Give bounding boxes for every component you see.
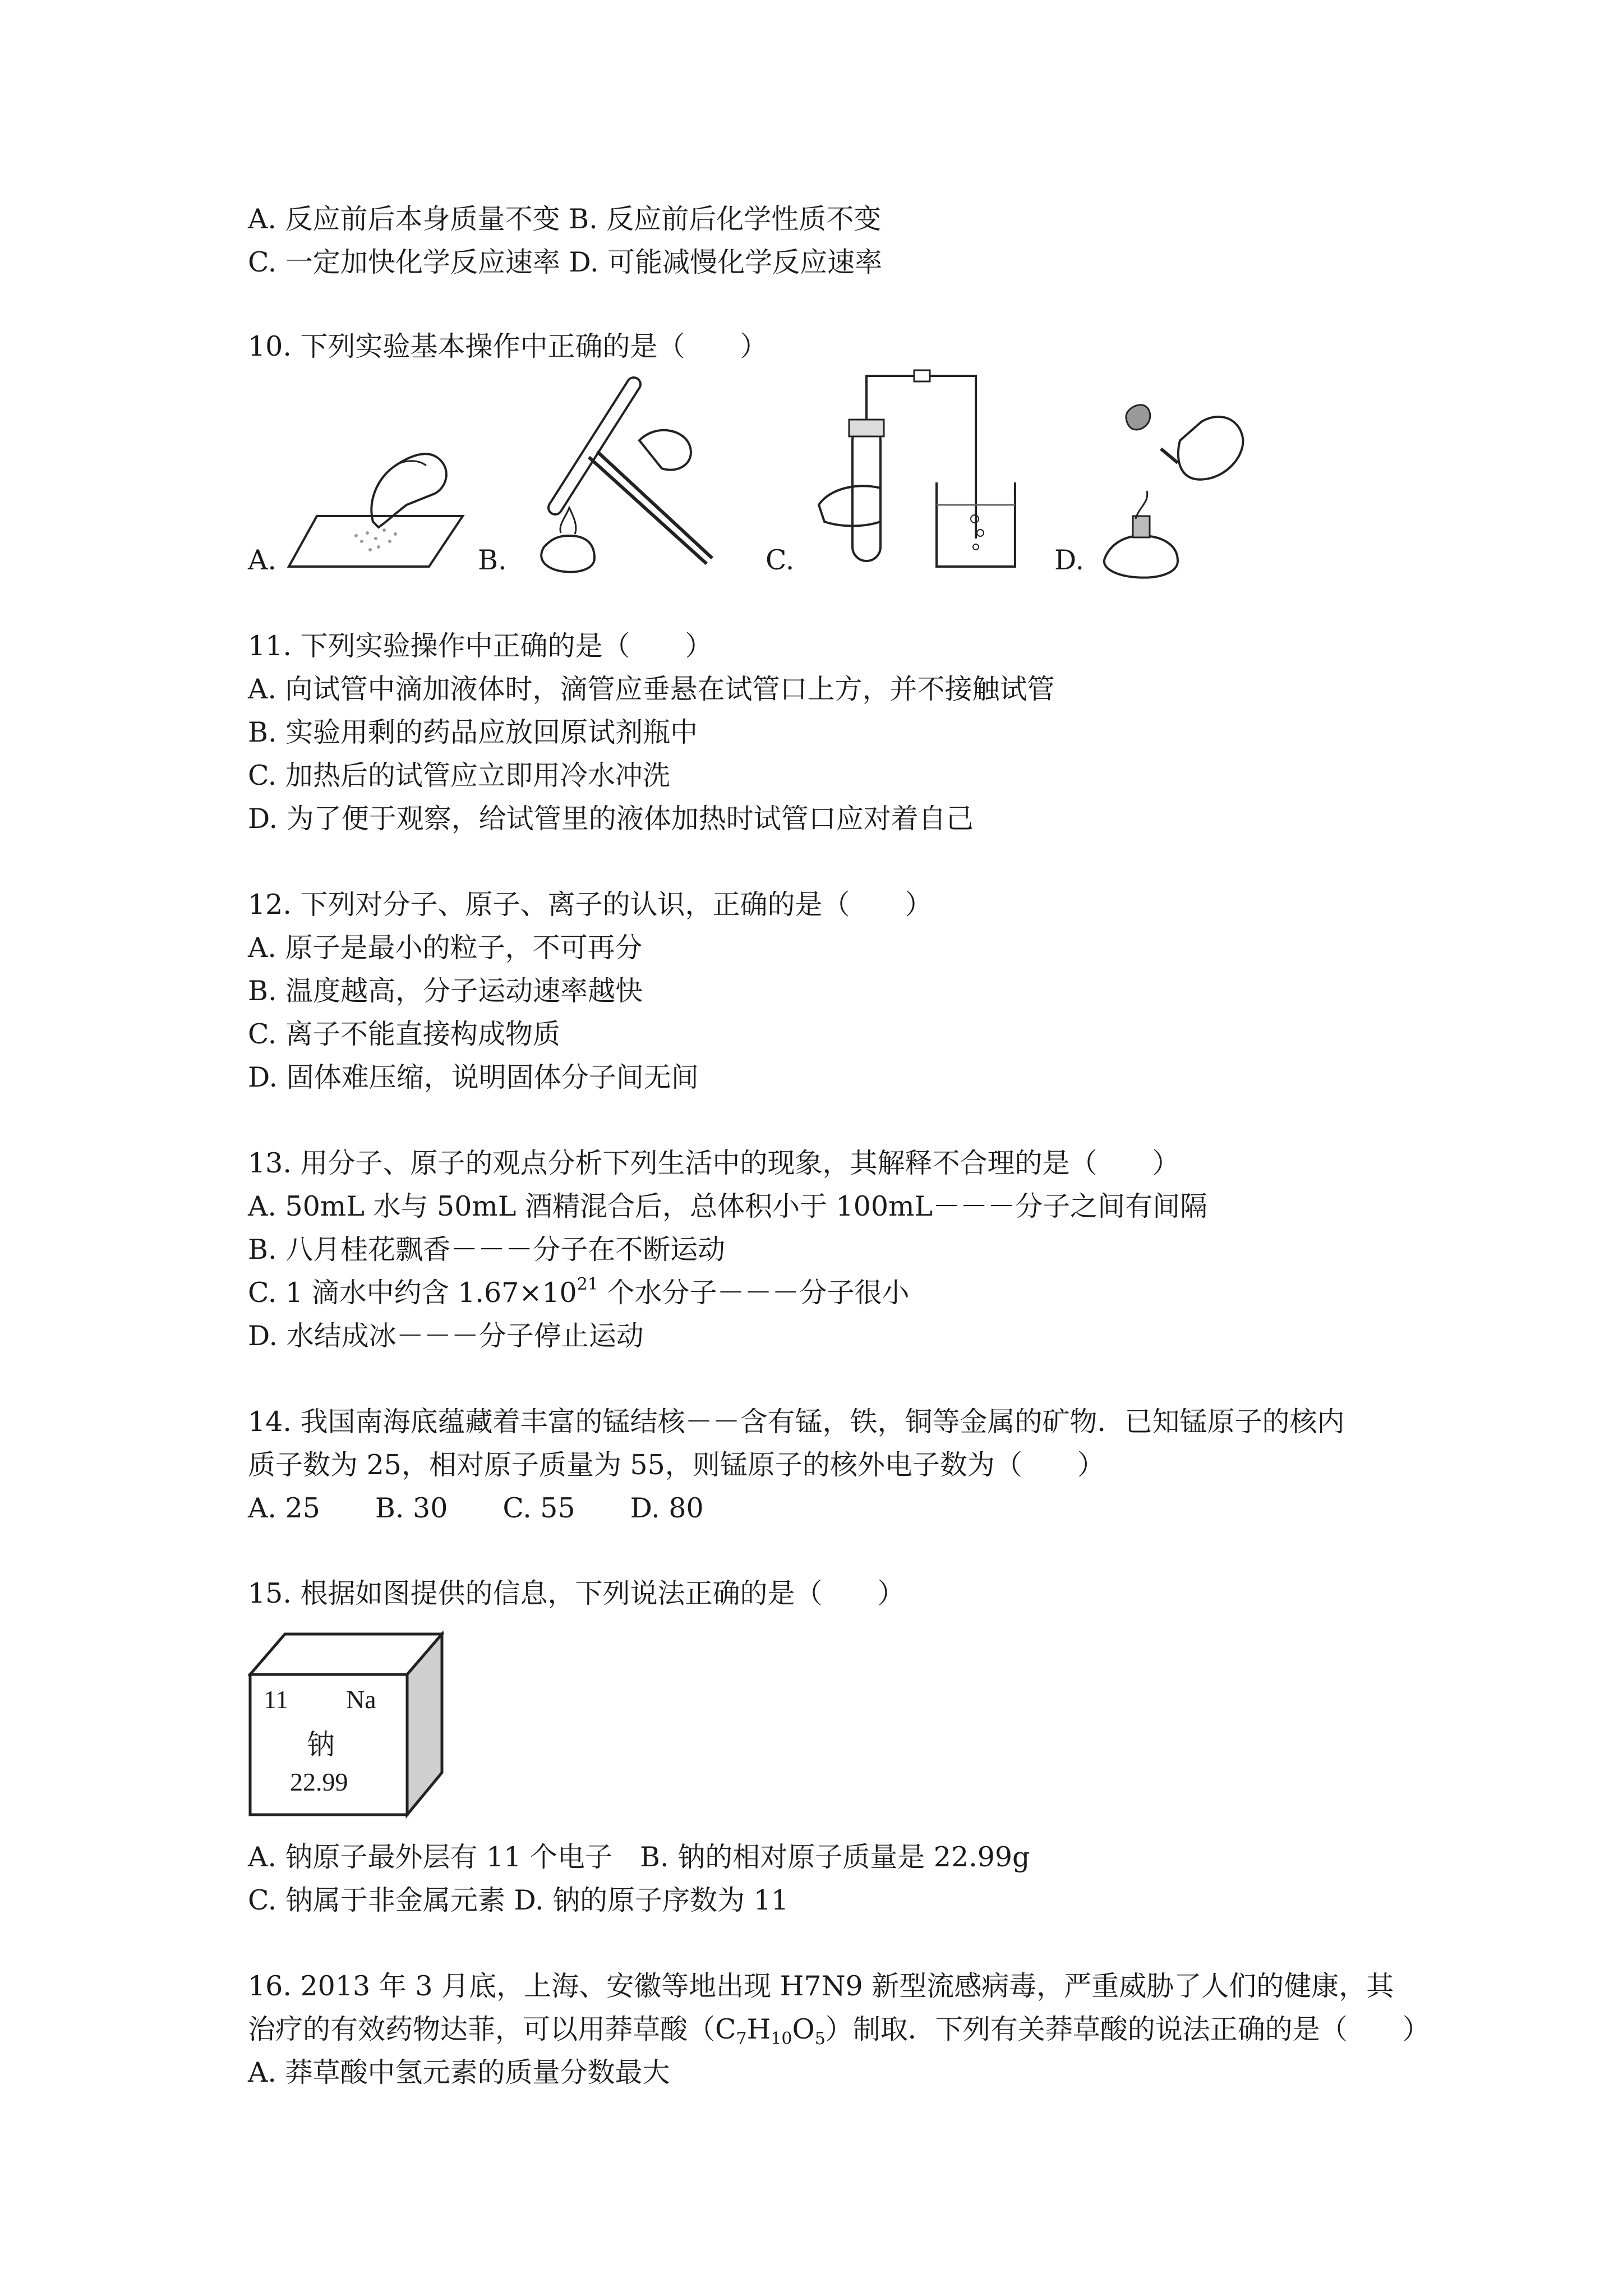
q11-option-d: D. 为了便于观察，给试管里的液体加热时试管口应对着自己 [248,803,974,835]
q13-stem: 13. 用分子、原子的观点分析下列生活中的现象，其解释不合理的是（ ） [248,1147,1180,1179]
q10-stem: 10. 下列实验基本操作中正确的是（ ） [248,330,768,362]
q9-options-ab: A. 反应前后本身质量不变 B. 反应前后化学性质不变 [248,203,882,235]
q10-label-a: A. [248,544,276,576]
q14-stem-line2: 质子数为 25，相对原子质量为 55，则锰原子的核外电子数为（ ） [248,1449,1105,1481]
atomic-mass: 22.99 [290,1768,348,1796]
q12-option-d: D. 固体难压缩，说明固体分子间无间 [248,1061,699,1093]
q9-options-cd: C. 一定加快化学反应速率 D. 可能减慢化学反应速率 [248,246,883,278]
q11-option-c: C. 加热后的试管应立即用冷水冲洗 [248,760,670,792]
atomic-number: 11 [264,1685,289,1714]
fig-hand-powder [283,438,474,578]
q11-option-b: B. 实验用剩的药品应放回原试剂瓶中 [248,716,698,748]
q13-option-b: B. 八月桂花飘香－－－分子在不断运动 [248,1234,726,1266]
q11-option-a: A. 向试管中滴加液体时，滴管应垂悬在试管口上方，并不接触试管 [248,673,1055,705]
q16-stem-line2: 治疗的有效药物达菲，可以用莽草酸$(C_7H_{10}O_5)$制取．下列有关莽草酸的说法正确的是（ ） [248,2013,1430,2049]
q14-options: A. 25 B. 30 C. 55 D. 80 [248,1492,704,1524]
element-symbol: Na [346,1685,376,1714]
fig-lamp-to-lamp [1094,401,1262,581]
q10-label-b: B. [478,544,507,576]
fig-airtightness-check [808,353,1021,578]
q13-option-d: D. 水结成冰－－－分子停止运动 [248,1320,644,1352]
q11-stem: 11. 下列实验操作中正确的是（ ） [248,630,713,662]
q10-label-c: C. [766,544,795,576]
fig-heating-test-tube [522,373,729,581]
q13-option-c: C. 1 滴水中约含 $1.67\times 10^{21}$ 个水分子－－－分子很小 [248,1274,910,1309]
q15-stem: 15. 根据如图提供的信息，下列说法正确的是（ ） [248,1577,905,1609]
element-card-sodium [248,1630,444,1820]
q12-option-c: C. 离子不能直接构成物质 [248,1018,560,1050]
q16-option-a: A. 莽草酸中氢元素的质量分数最大 [248,2056,670,2088]
q15-options-ab: A. 钠原子最外层有 11 个电子 B. 钠的相对原子质量是 22.99g [248,1841,1030,1873]
q12-option-b: B. 温度越高，分子运动速率越快 [248,975,643,1007]
q16-stem-line1: 16. 2013 年 3 月底，上海、安徽等地出现 H7N9 新型流感病毒，严重威胁了人们的健康，其 [248,1970,1394,2002]
q13-option-a: A. 50mL 水与 50mL 酒精混合后，总体积小于 100mL－－－分子之间有间隔 [248,1190,1208,1222]
q12-option-a: A. 原子是最小的粒子，不可再分 [248,932,643,964]
q10-label-d: D. [1054,544,1085,576]
element-name: 钠 [307,1728,335,1761]
q12-stem: 12. 下列对分子、原子、离子的认识，正确的是（ ） [248,889,933,921]
q15-options-cd: C. 钠属于非金属元素 D. 钠的原子序数为 11 [248,1884,789,1916]
exponent: 21 [577,1274,598,1294]
q14-stem-line1: 14. 我国南海底蕴藏着丰富的锰结核－－含有锰，铁，铜等金属的矿物．已知锰原子的核内 [248,1406,1345,1438]
